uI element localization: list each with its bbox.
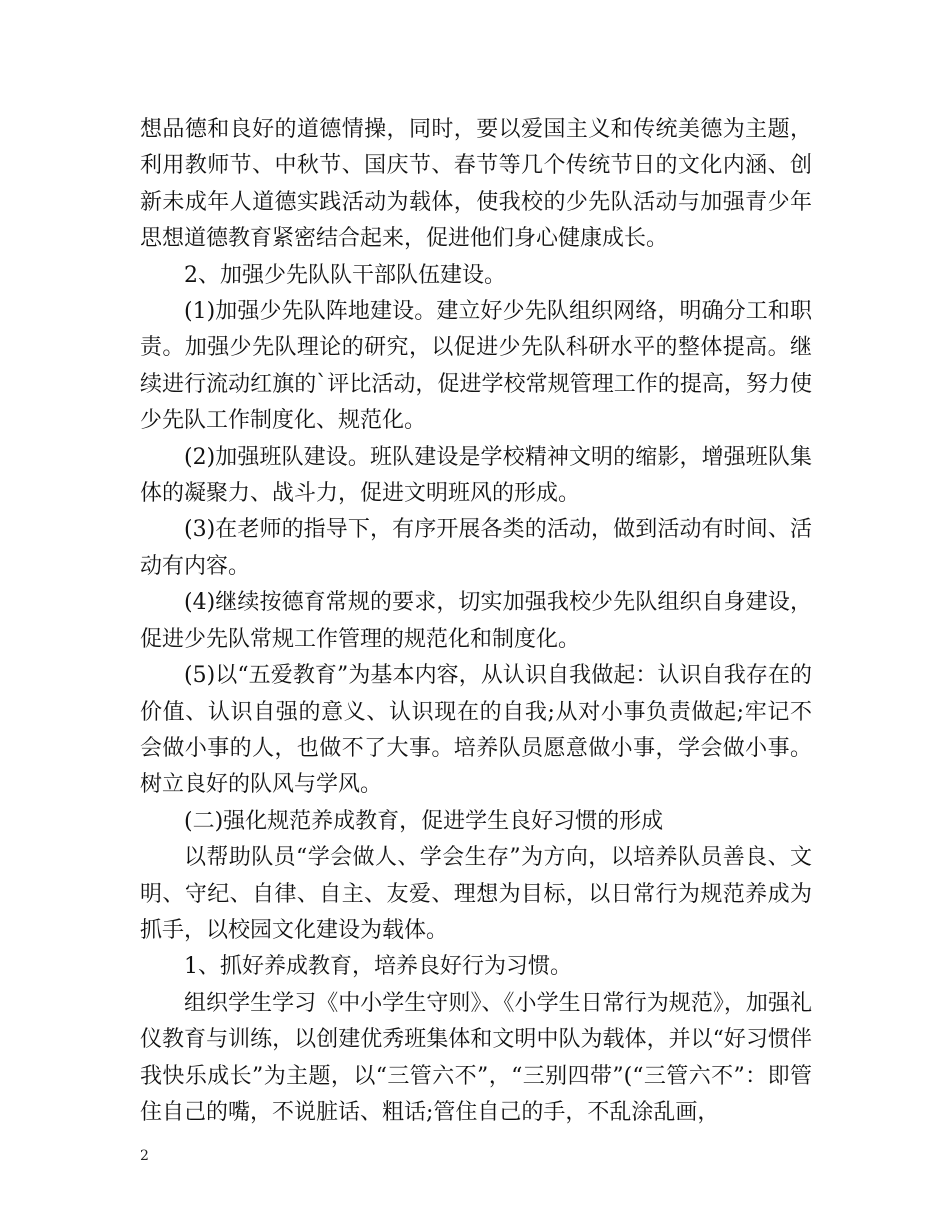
paragraph-1: 想品德和良好的道德情操，同时，要以爱国主义和传统美德为主题，利用教师节、中秋节、国庆节、春节等几个传统节日的文化内涵、创新未成年人道德实践活动为载体，使我校的少先队活动与加强青少年思想道德教育紧密结合起来，促进他们身心健康成长。: [140, 117, 812, 252]
paragraph-4: (2)加强班队建设。班队建设是学校精神文明的缩影，增强班队集体的凝聚力、战斗力，促进文明班风的形成。: [140, 444, 812, 507]
paragraph-8: (二)强化规范养成教育，促进学生良好习惯的形成: [184, 808, 664, 834]
page-number: 2: [140, 1148, 149, 1164]
paragraph-3: (1)加强少先队阵地建设。建立好少先队组织网络，明确分工和职责。加强少先队理论的研究，以促进少先队科研水平的整体提高。继续进行流动红旗的`评比活动，促进学校常规管理工作的提高，努力使少先队工作制度化、规范化。: [140, 299, 812, 434]
paragraph-2: 2、加强少先队队干部队伍建设。: [184, 262, 506, 288]
document-body: [140, 112, 812, 1131]
paragraph-7: (5)以“五爱教育”为基本内容，从认识自我做起：认识自我存在的价值、认识自强的意义、认识现在的自我;从对小事负责做起;牢记不会做小事的人，也做不了大事。培养队员愿意做小事，学会做小事。树立良好的队风与学风。: [140, 663, 812, 798]
paragraph-9: 以帮助队员“学会做人、学会生存”为方向，以培养队员善良、文明、守纪、自律、自主、友爱、理想为目标，以日常行为规范养成为抓手，以校园文化建设为载体。: [140, 845, 812, 943]
paragraph-11: 组织学生学习《中小学生守则》、《小学生日常行为规范》，加强礼仪教育与训练，以创建优秀班集体和文明中队为载体，并以“好习惯伴我快乐成长”为主题，以“三管六不”，“三别四带”(“三管六不”：即管住自己的嘴，不说脏话、粗话;管住自己的手，不乱涂乱画，: [140, 990, 812, 1125]
paragraph-10: 1、抓好养成教育，培养良好行为习惯。: [184, 954, 572, 980]
paragraph-6: (4)继续按德育常规的要求，切实加强我校少先队组织自身建设，促进少先队常规工作管理的规范化和制度化。: [140, 590, 812, 652]
paragraph-5: (3)在老师的指导下，有序开展各类的活动，做到活动有时间、活动有内容。: [140, 517, 812, 579]
